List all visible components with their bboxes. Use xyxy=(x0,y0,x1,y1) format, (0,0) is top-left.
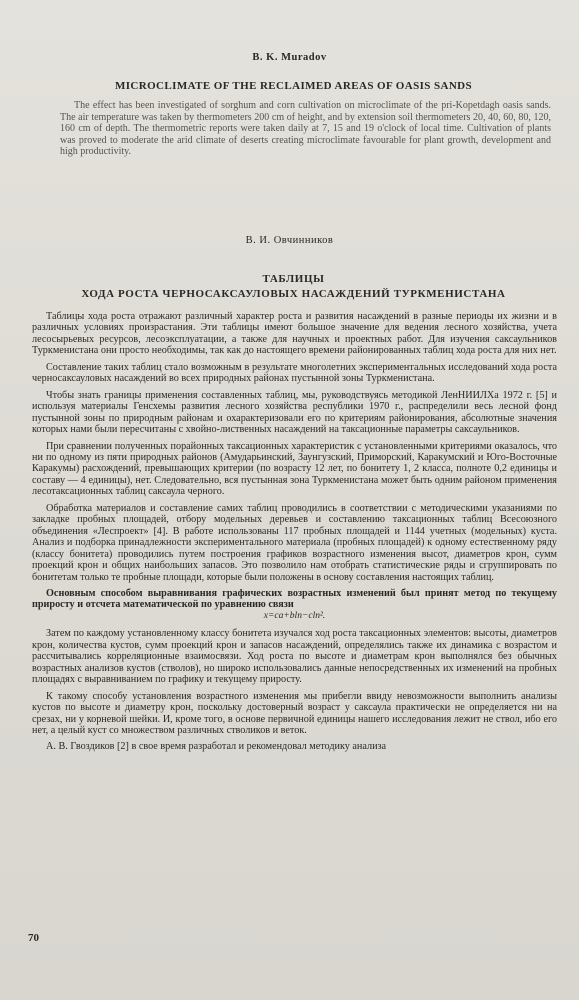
russian-title-line1: ТАБЛИЦЫ xyxy=(262,273,325,285)
body-paragraph: Обработка материалов и составление самих таблиц проводились в соответствии с методическими указаниями по закладке пробных площадей, отбору модельных деревьев и составлению таксационных таблиц Всесоюзного объединения «Леспроект» [4]. В работе использованы 117 пробных площадей и 1144 учетных (модельных) куста. Анализ и подборка принадлежности экспериментального материала (пробных площадей) к одному естественному ряду (классу бонитета) проводились путем построения графиков возрастного изменения высот, диаметров крон, сумм проекций крон и общих наибольших запасов. Это позволило нам отобрать статистические ряды и сгруппировать по бонитетам только те пробные площади, которые были положены в основу составления настоящих таблиц. xyxy=(32,502,557,583)
abstract-text: The effect has been investigated of sorghum and corn cultivation on microclimate of the pri-Kopetdagh oasis sands. The air temperature was taken by thermometers 200 cm of height, and by extension soil thermometers 20, 40, 60, 80, 120, 160 cm of depth. The thermometric reports were taken daily at 7, 15 and 19 o'clock of local time. Cultivation of plants was proved to moderate the arid climate of deserts creating microclimate favourable for plant growth, development and high productivity. xyxy=(60,100,551,157)
body-paragraph: А. В. Гвоздиков [2] в свое время разработал и рекомендовал методику анализа xyxy=(46,741,387,753)
body-paragraph: Чтобы знать границы применения составленных таблиц, мы, руководствуясь методикой ЛенНИИЛХа 1972 г. [5] и используя материалы Генсхемы развития лесного хозяйства республики 1970 г., распределили весь лесной фонд пустынной зоны по природным районам и охарактеризовали его по критериям районирования, абсолютные значения которых нами были пересчитаны с хвойно-лиственных насаждений на таксационные параметры саксаульников. xyxy=(32,389,557,436)
regression-formula: x=ca+bln−cln². xyxy=(263,610,326,621)
body-paragraph: Затем по каждому установленному классу бонитета изучался ход роста таксационных элементов: высоты, диаметров крон, количества кустов, сумм проекций крон и запасов насаждений, определялись также их динамика с возрастом и рассчитывались корреляционные взаимосвязи. Ход роста по высоте и диаметрам крон выполнялся без обычных возрастных анализов кустов (стволов), но широко использовались данные непосредственных их изменений на пробных площадях с выравниванием по графику и текущему приросту. xyxy=(32,628,557,686)
page-number: 70 xyxy=(28,932,39,944)
article-body xyxy=(32,311,557,758)
english-author: B. K. Muradov xyxy=(252,52,327,63)
body-paragraph: При сравнении полученных порайонных таксационных характеристик с установленными критериями оказалось, что ни по одному из пяти природных районов (Амударьинский, Заунгузский, Приморский, Каракумский и Юго-Восточные Каракумы) расхождений, превышающих критерии (по возрасту 12 лет, по бонитету 1, 2 класса, полноте 0,2 единицы и составу — 4 единицы), нет. Следовательно, вся пустынная зона Туркменистана может быть одним районом применения лесотаксационных таблиц саксаула черного. xyxy=(32,440,557,498)
russian-title-line2: ХОДА РОСТА ЧЕРНОСАКСАУЛОВЫХ НАСАЖДЕНИЙ ТУРКМЕНИСТАНА xyxy=(81,288,506,300)
method-paragraph: Основным способом выравнивания графических возрастных изменений был принят метод по текущему приросту и отсчета математической по уравнению связи xyxy=(32,587,557,611)
body-paragraph: Составление таких таблиц стало возможным в результате многолетних экспериментальных исследований хода роста черносаксауловых насаждений во всех природных районах пустынной зоны Туркменистана. xyxy=(32,361,557,385)
english-title: MICROCLIMATE OF THE RECLAIMED AREAS OF OASIS SANDS xyxy=(114,80,473,92)
body-paragraph: К такому способу установления возрастного изменения мы прибегли ввиду невозможности выполнить анализы кустов по высоте и диаметру крон, поскольку достоверный возраст у саксаула практически не определяется ни на срезах, ни у корневой шейки. И, кроме того, в основе первичной единицы нашего исследования лежит не ствол, ибо его нет, а целый куст со множеством различных стволиков и веток. xyxy=(32,690,557,736)
russian-author: В. И. Овчинников xyxy=(245,235,334,246)
body-paragraph: Таблицы хода роста отражают различный характер роста и развития насаждений в разные периоды их жизни и в различных условиях произрастания. Эти таблицы имеют большое значение для ведения лесного хозяйства, учета лесосырьевых ресурсов, лесоэксплуатации, а также для научных и проектных работ. Для изучения саксаульников Туркменистана они просто необходимы, так как до настоящего времени районированных таблиц хода роста для них нет. xyxy=(32,311,557,357)
english-abstract xyxy=(60,100,551,158)
